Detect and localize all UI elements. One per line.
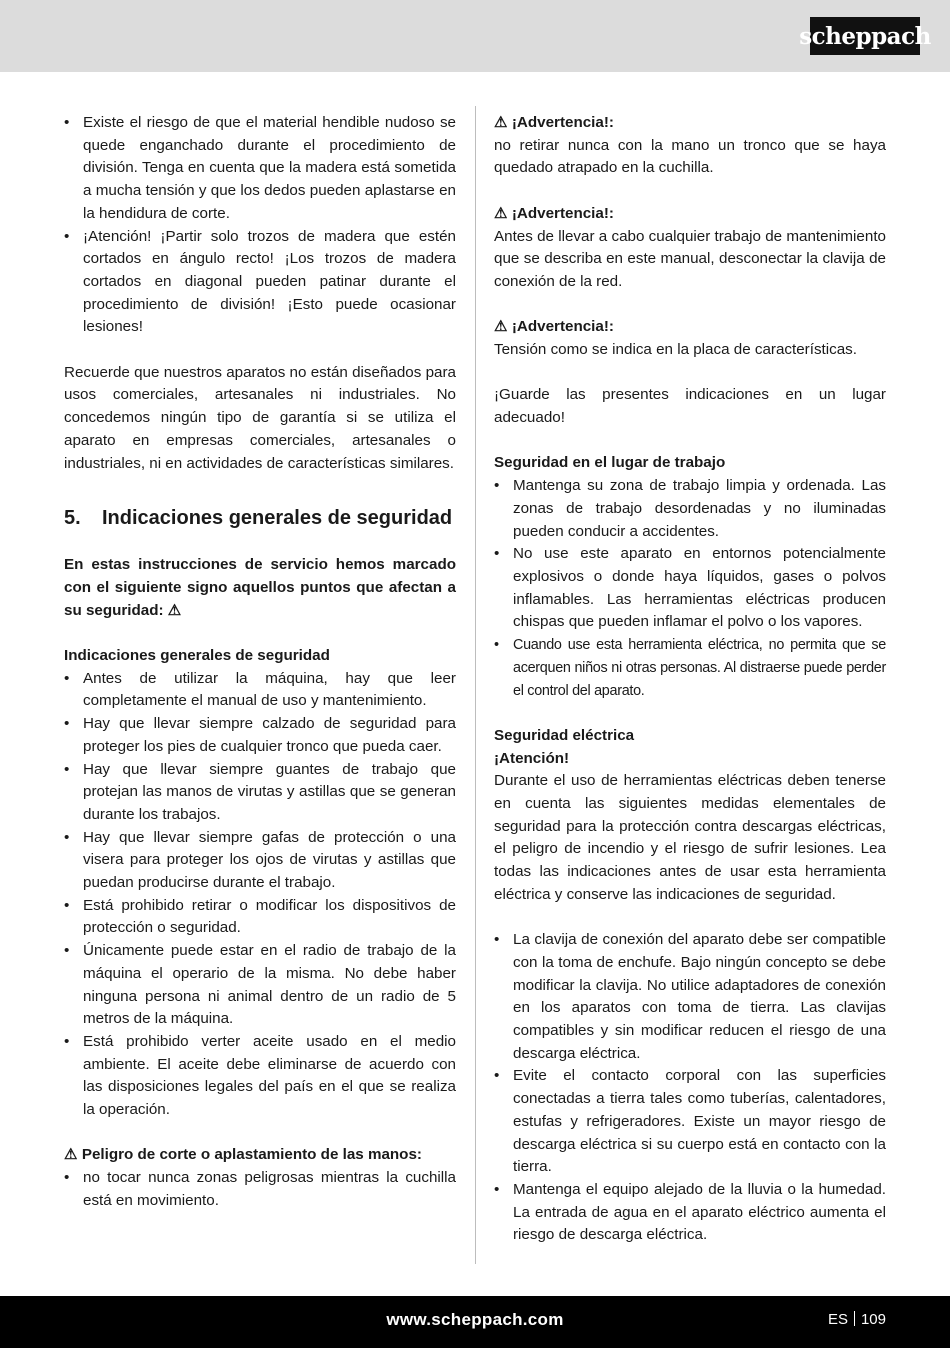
intro-bullet-list [64,112,456,339]
general-safety-list [64,668,456,1122]
column-divider [475,106,476,1264]
list-item: • Hay que llevar siempre calzado de seguridad para proteger los pies de cualquier tronco que pueda caer. [64,713,456,758]
footer-separator [854,1311,855,1326]
warning-heading: ⚠ ¡Advertencia!: [494,204,614,222]
cut-danger-list [64,1167,456,1212]
brand-logo: scheppach [810,17,920,55]
list-item: • no tocar nunca zonas peligrosas mientras la cuchilla está en movimiento. [64,1167,456,1212]
page-number: 109 [860,1311,886,1328]
list-item: • Cuando use esta herramienta eléctrica, no permita que se acerquen niños ni otras personas. Al distraerse puede perder el control del aparato. [494,634,886,702]
cut-danger-heading: ⚠ Peligro de corte o aplastamiento de las manos: [64,1146,422,1164]
warning-text: no retirar nunca con la mano un tronco que se haya quedado atrapado en la cuchilla. [494,136,886,177]
workplace-safety-list [494,475,886,702]
section-number: 5. [64,507,81,530]
safety-intro: En estas instrucciones de servicio hemos marcado con el siguiente signo aquellos puntos que afectan a su seguridad: ⚠ [64,556,456,619]
list-item: • No use este aparato en entornos potencialmente explosivos o donde haya líquidos, gases o polvos inflamables. Las herramientas eléctricas producen chispas que pueden inflamar el polvo o los vapores. [494,543,886,634]
electrical-safety-text: Durante el uso de herramientas eléctricas deben tenerse en cuenta las siguientes medidas elementales de seguridad para la protección contra descargas eléctricas, el peligro de incendio y el riesgo de sufrir lesiones. Lea todas las indicaciones antes de usar esta herramienta eléctrica y conserve las indicaciones de seguridad. [494,772,886,903]
list-item: • Hay que llevar siempre guantes de trabajo que protejan las manos de virutas y astillas que se generan durante los trabajos. [64,759,456,827]
warning-text: Tensión como se indica en la placa de características. [494,341,858,358]
electrical-safety-heading: Seguridad eléctrica [494,726,635,744]
list-item: • Hay que llevar siempre gafas de protección o una visera para proteger los ojos de virutas y astillas que puedan producirse durante el trabajo. [64,827,456,895]
warning-heading: ⚠ ¡Advertencia!: [494,114,614,131]
attention-label: ¡Atención! [494,749,570,767]
right-column [494,112,886,1247]
language-code: ES [827,1311,848,1328]
header-bar [0,0,950,72]
section-title: Indicaciones generales de seguridad [102,507,453,530]
list-item: • Mantenga el equipo alejado de la lluvia o la humedad. La entrada de agua en el aparato eléctrico aumenta el riesgo de descarga eléctrica. [494,1179,886,1247]
keep-instructions-text: ¡Guarde las presentes indicaciones en un lugar adecuado! [494,386,886,427]
list-item: • Únicamente puede estar en el radio de trabajo de la máquina el operario de la misma. No debe haber ninguna persona ni animal dentro de un radio de 5 metros de la máquina. [64,940,456,1031]
list-item: • Antes de utilizar la máquina, hay que leer completamente el manual de uso y mantenimiento. [64,668,456,713]
page-indicator [828,1311,886,1328]
left-column [64,112,456,1213]
electrical-safety-list [494,929,886,1247]
commercial-use-paragraph: Recuerde que nuestros aparatos no están diseñados para usos comerciales, artesanales ni industriales. No concedemos ningún tipo de garantía si se utiliza el aparato en empresas comerciales, artesanales o industriales, ni en actividades de características similares. [64,363,456,472]
list-item: • Está prohibido verter aceite usado en el medio ambiente. El aceite debe eliminarse de acuerdo con las disposiciones legales del país en el que se realiza la operación. [64,1031,456,1122]
warning-heading: ⚠ ¡Advertencia!: [494,318,614,336]
list-item: • Está prohibido retirar o modificar los dispositivos de protección o seguridad. [64,895,456,940]
list-item: • Existe el riesgo de que el material hendible nudoso se quede enganchado durante el procedimiento de división. Tenga en cuenta que la madera está sometida a mucha tensión y que los dedos pueden aplastarse en la hendidura de corte. [64,112,456,226]
warning-text: Antes de llevar a cabo cualquier trabajo de mantenimiento que se describa en este manual, desconectar la clavija de conexión de la red. [494,227,886,290]
website-link[interactable]: www.scheppach.com [386,1310,564,1329]
footer-bar [0,1296,950,1348]
workplace-safety-heading: Seguridad en el lugar de trabajo [494,454,726,472]
list-item: • La clavija de conexión del aparato debe ser compatible con la toma de enchufe. Bajo ningún concepto se debe modificar la clavija. No utilice adaptadores de conexión en los aparatos con toma de tierra. Las clavijas compatibles y sin modificar reducen el riesgo de una descarga eléctrica. [494,929,886,1065]
list-item: • ¡Atención! ¡Partir solo trozos de madera que estén cortados en ángulo recto! ¡Los trozos de madera cortados en diagonal pueden patinar durante el procedimiento de división! ¡Esto puede ocasionar lesiones! [64,226,456,340]
section-heading [64,507,456,530]
general-safety-subheading: Indicaciones generales de seguridad [64,647,330,665]
list-item: • Mantenga su zona de trabajo limpia y ordenada. Las zonas de trabajo desordenadas y no iluminadas pueden conducir a accidentes. [494,475,886,543]
list-item: • Evite el contacto corporal con las superficies conectadas a tierra tales como tuberías, calentadores, estufas y refrigeradores. Existe un mayor riesgo de descarga eléctrica si su cuerpo está en contacto con la tierra. [494,1065,886,1179]
